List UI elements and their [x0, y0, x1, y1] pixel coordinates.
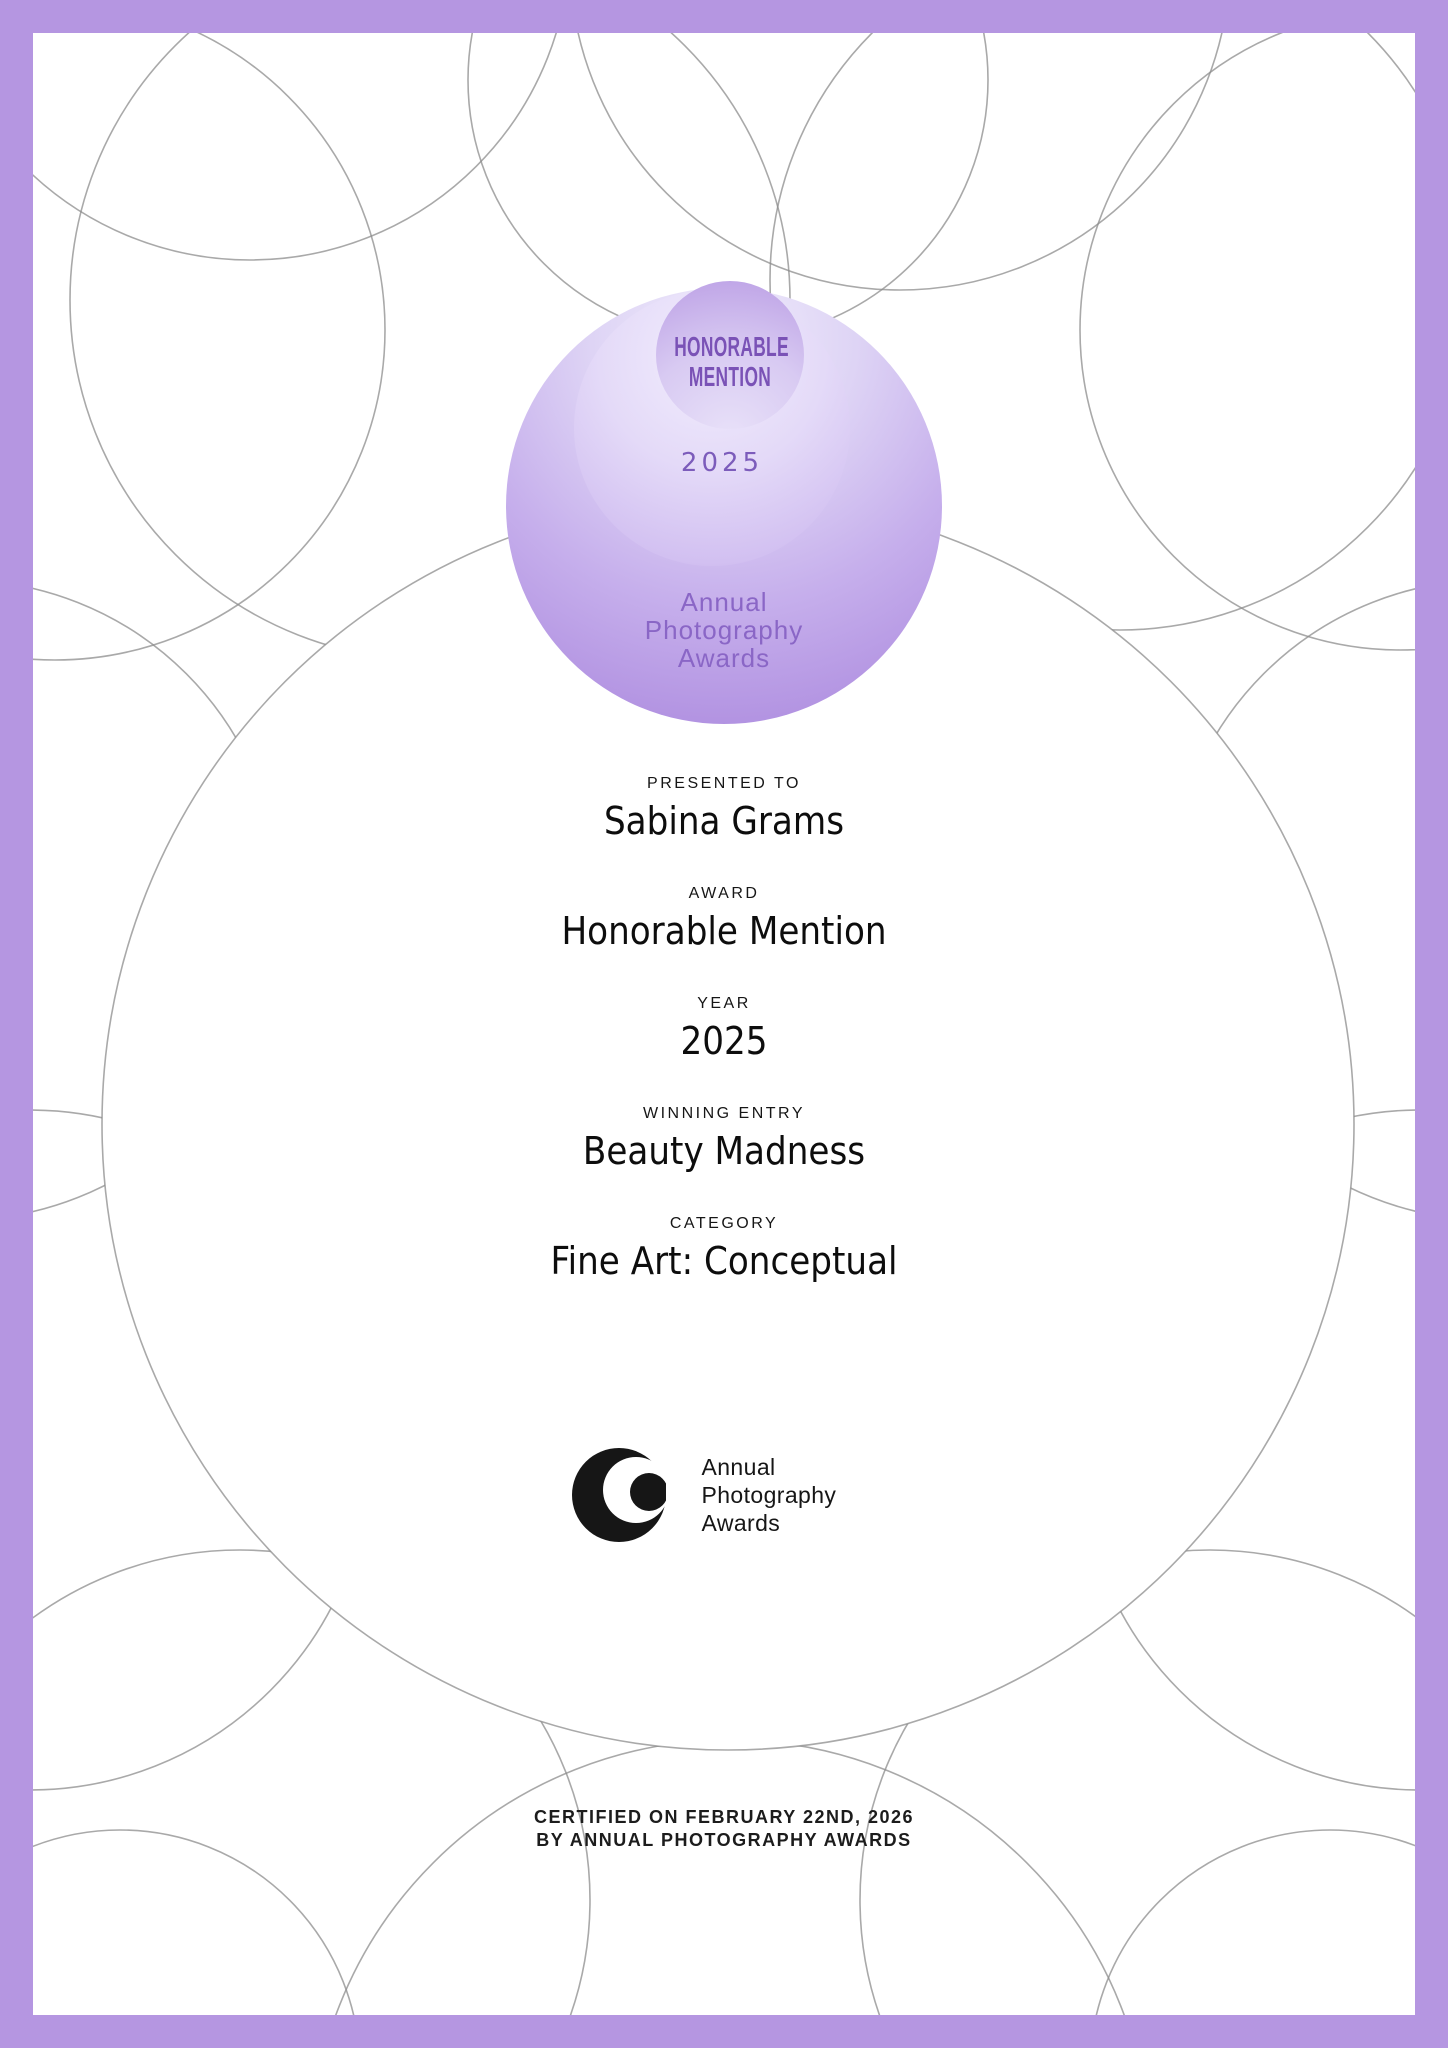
footer-line-2: BY ANNUAL PHOTOGRAPHY AWARDS [536, 1830, 912, 1850]
section-winning-entry [0, 1104, 1448, 1173]
section-label: PRESENTED TO [647, 775, 801, 792]
section-label: YEAR [697, 995, 751, 1012]
section-presented-to [0, 774, 1448, 843]
section-label: CATEGORY [669, 1215, 779, 1232]
footer-line-1: CERTIFIED ON FEBRUARY 22ND, 2026 [533, 1807, 915, 1827]
award-name: Honorable Mention [561, 909, 887, 953]
section-label: WINNING ENTRY [643, 1105, 805, 1122]
crescent-moon-logo-icon [572, 1448, 666, 1542]
section-label: AWARD [688, 885, 760, 902]
logo-wordmark: Annual Photography Awards [701, 1454, 837, 1536]
recipient-name: Sabina Grams [603, 799, 845, 843]
certification-footer [0, 1806, 1448, 1852]
badge-organization: Annual Photography Awards [644, 587, 804, 673]
category-name: Fine Art: Conceptual [550, 1239, 898, 1283]
section-year [0, 994, 1448, 1063]
winning-entry-title: Beauty Madness [582, 1129, 866, 1173]
award-badge [506, 288, 942, 724]
certificate-title: CERTIFICATE OF ACCOMPLISHMENT [495, 0, 953, 40]
section-award [0, 884, 1448, 953]
organization-logo [0, 1448, 1448, 1542]
award-year: 2025 [680, 1019, 768, 1063]
badge-year: 2025 [680, 448, 764, 478]
section-category [0, 1214, 1448, 1283]
badge-award-title: HONORABLE MENTION [674, 331, 789, 392]
